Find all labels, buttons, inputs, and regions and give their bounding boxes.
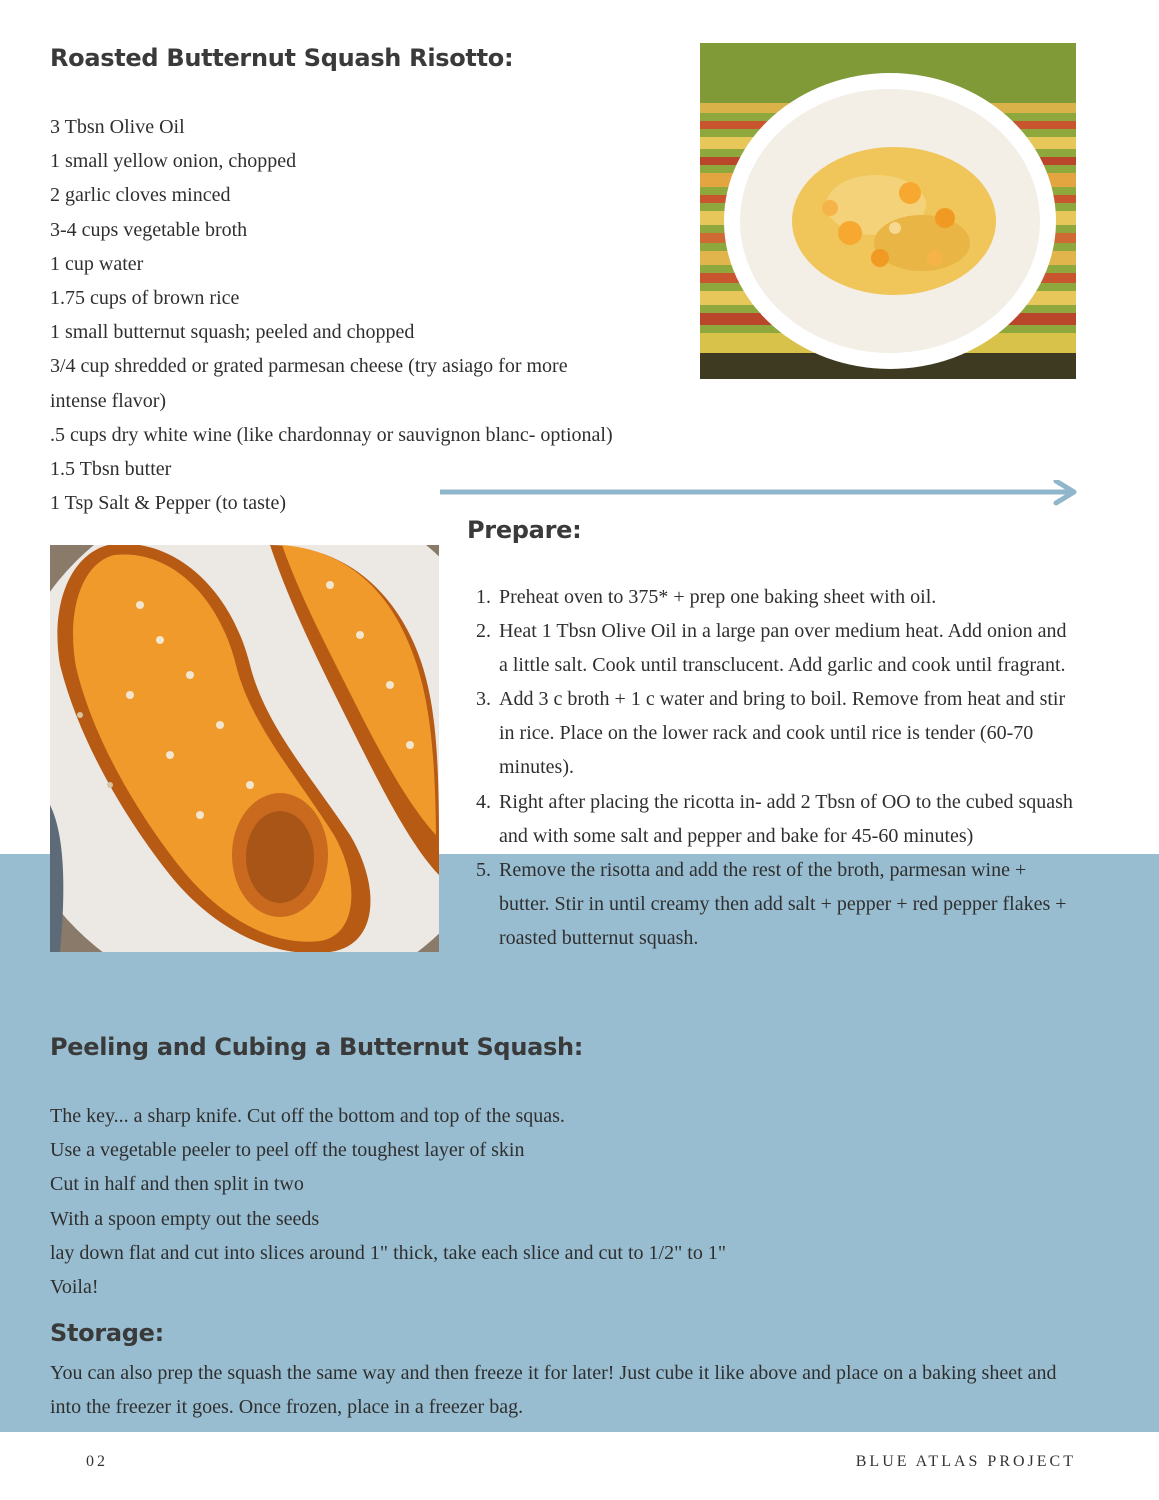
recipe-title: Roasted Butternut Squash Risotto: — [50, 44, 514, 72]
step-text: Preheat oven to 375* + prep one baking sheet with oil. — [499, 586, 937, 608]
ingredient-item: 1 small butternut squash; peeled and chopped — [50, 321, 415, 344]
peeling-line: lay down flat and cut into slices around 1" thick, take each slice and cut to 1/2" to 1" — [50, 1241, 726, 1264]
ingredient-item: .5 cups dry white wine (like chardonnay or sauvignon blanc- optional) — [50, 423, 613, 446]
ingredient-item: 2 garlic cloves minced — [50, 184, 231, 207]
ingredient-item: 1 small yellow onion, chopped — [50, 150, 297, 173]
page-number: 02 — [86, 1453, 108, 1470]
step-number: 3. — [476, 688, 491, 711]
step-number: 5. — [476, 858, 491, 881]
peeling-instructions — [50, 1099, 1050, 1304]
ingredient-item: 3-4 cups vegetable broth — [50, 218, 248, 241]
ingredient-list — [50, 110, 710, 520]
roasted-squash-photo — [50, 545, 439, 952]
prepare-steps — [476, 580, 1076, 955]
ingredient-item: 1.5 Tbsn butter — [50, 458, 172, 481]
prepare-heading: Prepare: — [467, 516, 582, 544]
step-item — [476, 614, 1076, 682]
footer-brand: BLUE ATLAS PROJECT — [855, 1453, 1076, 1470]
step-text: Remove the risotta and add the rest of the broth, parmesan wine + butter. Stir in until creamy then add salt + pepper + red pepper flakes + roasted butternut squash. — [499, 858, 1067, 949]
step-item — [476, 580, 1076, 614]
risotto-photo — [700, 43, 1076, 379]
ingredient-item: 1 cup water — [50, 252, 144, 275]
step-number: 2. — [476, 620, 491, 643]
arrow-right-icon — [440, 480, 1080, 506]
ingredient-item: 3/4 cup shredded or grated parmesan cheese (try asiago for more — [50, 355, 568, 378]
peeling-line: With a spoon empty out the seeds — [50, 1207, 320, 1230]
storage-heading: Storage: — [50, 1319, 164, 1347]
step-number: 1. — [476, 586, 491, 608]
step-text: Heat 1 Tbsn Olive Oil in a large pan over medium heat. Add onion and a little salt. Cook until transclucent. Add garlic and cook until fragrant. — [499, 620, 1067, 677]
peeling-line: The key... a sharp knife. Cut off the bottom and top of the squas. — [50, 1105, 565, 1127]
step-item — [476, 785, 1076, 853]
peeling-line: Use a vegetable peeler to peel off the toughest layer of skin — [50, 1139, 525, 1162]
step-number: 4. — [476, 790, 491, 813]
step-item — [476, 853, 1076, 955]
step-text: Add 3 c broth + 1 c water and bring to boil. Remove from heat and stir in rice. Place on the lower rack and cook until rice is tender (60-70 minutes). — [499, 688, 1066, 779]
peeling-line: Cut in half and then split in two — [50, 1173, 304, 1196]
storage-text: You can also prep the squash the same way and then freeze it for later! Just cube it like above and place on a baking sheet and into the freezer it goes. Once frozen, place in a freezer bag. — [50, 1362, 1057, 1419]
peeling-heading: Peeling and Cubing a Butternut Squash: — [50, 1033, 584, 1061]
ingredient-item: 3 Tbsn Olive Oil — [50, 116, 185, 138]
step-item — [476, 682, 1076, 784]
peeling-line: Voila! — [50, 1276, 99, 1299]
ingredient-item: 1.75 cups of brown rice — [50, 287, 240, 310]
ingredient-item: 1 Tsp Salt & Pepper (to taste) — [50, 492, 286, 515]
ingredient-item: intense flavor) — [50, 389, 167, 412]
step-text: Right after placing the ricotta in- add 2 Tbsn of OO to the cubed squash and with some salt and pepper and bake for 45-60 minutes) — [499, 790, 1073, 847]
